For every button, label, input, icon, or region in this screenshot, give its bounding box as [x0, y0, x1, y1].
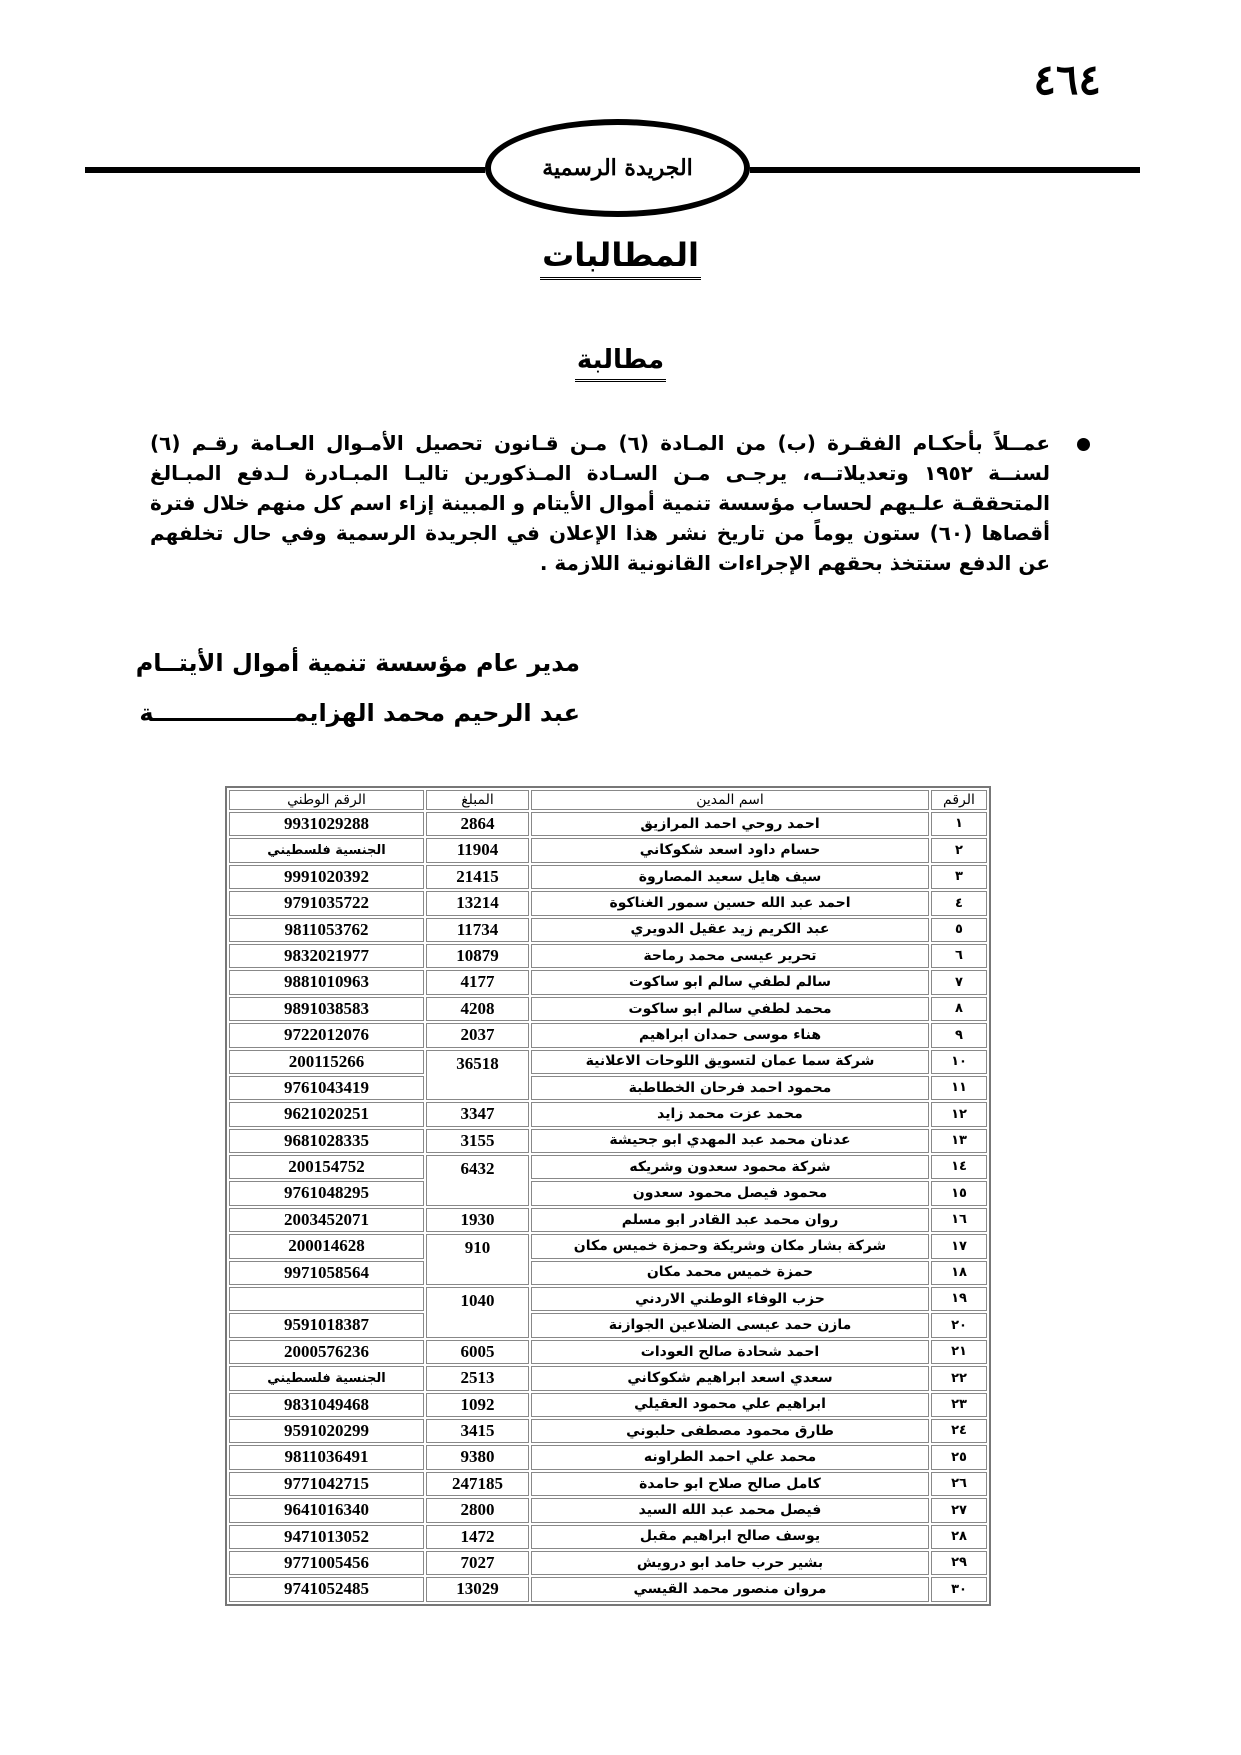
row-index: ٢٠	[931, 1313, 987, 1337]
header-amount: المبلغ	[426, 790, 529, 810]
debtor-name: مروان منصور محمد القيسي	[531, 1577, 929, 1601]
amount: 6432	[426, 1155, 529, 1206]
row-index: ٢٣	[931, 1393, 987, 1417]
table-row	[229, 1076, 987, 1100]
bullet-icon	[1077, 438, 1090, 451]
debtor-name: فيصل محمد عبد الله السيد	[531, 1498, 929, 1522]
table-row	[229, 1129, 987, 1153]
amount: 3155	[426, 1129, 529, 1153]
national-id: 9832021977	[229, 944, 424, 968]
header-debtor-name: اسم المدين	[531, 790, 929, 810]
table-row	[229, 812, 987, 836]
table-row	[229, 997, 987, 1021]
table-row	[229, 1261, 987, 1285]
table-row	[229, 1181, 987, 1205]
national-id: 9991020392	[229, 865, 424, 889]
header-rule-right	[750, 167, 1140, 173]
table-row	[229, 838, 987, 862]
national-id: 9791035722	[229, 891, 424, 915]
row-index: ٩	[931, 1023, 987, 1047]
amount: 2800	[426, 1498, 529, 1522]
amount: 247185	[426, 1472, 529, 1496]
claims-table-body	[229, 812, 987, 1602]
amount: 1040	[426, 1287, 529, 1338]
row-index: ١٩	[931, 1287, 987, 1311]
table-row	[229, 1551, 987, 1575]
table-row	[229, 1472, 987, 1496]
debtor-name: شركة سما عمان لتسويق اللوحات الاعلانية	[531, 1050, 929, 1074]
row-index: ٢١	[931, 1340, 987, 1364]
notice-text: عمــلاً بأحكـام الفقـرة (ب) من المـادة (٦) مـن قـانون تحصيل الأمـوال العـامة رقـم (٦) لسنــة ١٩٥٢ وتعديلاتــه، يرجـى مـن السـادة المـذكورين تاليـا المبـادرة لـدفع المبـالغ المتحققـة علـيهم لحساب مؤسسة تنمية أموال الأيتام و المبينة إزاء اسم كل منهم خلال فترة أقصاها (٦٠) ستون يوماً من تاريخ نشر هذا الإعلان في الجريدة الرسمية وفي حال تخلفهم عن الدفع ستتخذ بحقهم الإجراءات القانونية اللازمة .	[150, 431, 1050, 575]
section-title: المطالبات	[540, 238, 701, 280]
table-row	[229, 1340, 987, 1364]
row-index: ١٦	[931, 1208, 987, 1232]
row-index: ١٥	[931, 1181, 987, 1205]
debtor-name: شركة محمود سعدون وشريكه	[531, 1155, 929, 1179]
table-row	[229, 1050, 987, 1074]
debtor-name: شركة بشار مكان وشريكة وحمزة خميس مكان	[531, 1234, 929, 1258]
row-index: ٢٢	[931, 1366, 987, 1390]
table-row	[229, 1498, 987, 1522]
table-row	[229, 891, 987, 915]
debtor-name: كامل صالح صلاح ابو حامدة	[531, 1472, 929, 1496]
debtor-name: سعدي اسعد ابراهيم شكوكاني	[531, 1366, 929, 1390]
section-heading	[0, 238, 1241, 280]
national-id: 9591018387	[229, 1313, 424, 1337]
debtor-name: محمود فيصل محمود سعدون	[531, 1181, 929, 1205]
debtor-name: محمود احمد فرحان الخطاطبة	[531, 1076, 929, 1100]
national-id: 2003452071	[229, 1208, 424, 1232]
row-index: ٢	[931, 838, 987, 862]
debtor-name: عدنان محمد عبد المهدي ابو جحيشة	[531, 1129, 929, 1153]
national-id: 200014628	[229, 1234, 424, 1258]
row-index: ١	[931, 812, 987, 836]
national-id: 9811036491	[229, 1445, 424, 1469]
amount: 6005	[426, 1340, 529, 1364]
national-id: 9591020299	[229, 1419, 424, 1443]
debtor-name: احمد عبد الله حسين سمور الغناكوة	[531, 891, 929, 915]
debtor-name: طارق محمود مصطفى حلبوني	[531, 1419, 929, 1443]
amount: 10879	[426, 944, 529, 968]
national-id: 9741052485	[229, 1577, 424, 1601]
table-row	[229, 1287, 987, 1311]
amount: 11904	[426, 838, 529, 862]
amount: 1472	[426, 1525, 529, 1549]
national-id: 9761043419	[229, 1076, 424, 1100]
table-row	[229, 944, 987, 968]
header-rule-left	[85, 167, 485, 173]
debtor-name: روان محمد عبد القادر ابو مسلم	[531, 1208, 929, 1232]
debtor-name: حزب الوفاء الوطني الاردني	[531, 1287, 929, 1311]
amount: 910	[426, 1234, 529, 1285]
debtor-name: بشير حرب حامد ابو درويش	[531, 1551, 929, 1575]
table-row	[229, 918, 987, 942]
debtor-name: محمد عزت محمد زايد	[531, 1102, 929, 1126]
row-index: ٨	[931, 997, 987, 1021]
national-id: 200115266	[229, 1050, 424, 1074]
debtor-name: عبد الكريم زيد عقيل الدويري	[531, 918, 929, 942]
row-index: ١١	[931, 1076, 987, 1100]
table-row	[229, 1313, 987, 1337]
row-index: ٦	[931, 944, 987, 968]
table-row	[229, 1102, 987, 1126]
table-row	[229, 1577, 987, 1601]
table-row	[229, 1445, 987, 1469]
national-id	[229, 1287, 424, 1311]
signature-title: مدير عام مؤسسة تنمية أموال الأيتــام	[135, 649, 580, 677]
table-row	[229, 1023, 987, 1047]
debtor-name: احمد شحادة صالح العودات	[531, 1340, 929, 1364]
table-row	[229, 1393, 987, 1417]
row-index: ٧	[931, 970, 987, 994]
table-row	[229, 1366, 987, 1390]
notice-paragraph	[150, 428, 1050, 618]
debtor-name: تحرير عيسى محمد رماحة	[531, 944, 929, 968]
debtor-name: حمزة خميس محمد مكان	[531, 1261, 929, 1285]
national-id: 9471013052	[229, 1525, 424, 1549]
debtor-name: سيف هايل سعيد المصاروة	[531, 865, 929, 889]
row-index: ٢٩	[931, 1551, 987, 1575]
row-index: ١٠	[931, 1050, 987, 1074]
debtor-name: محمد لطفي سالم ابو ساكوت	[531, 997, 929, 1021]
row-index: ٤	[931, 891, 987, 915]
national-id: 9771042715	[229, 1472, 424, 1496]
notice-heading	[0, 346, 1241, 382]
debtor-name: احمد روحي احمد المرازيق	[531, 812, 929, 836]
amount: 36518	[426, 1050, 529, 1101]
table-row	[229, 1419, 987, 1443]
national-id: 9722012076	[229, 1023, 424, 1047]
table-row	[229, 1234, 987, 1258]
national-id: 9931029288	[229, 812, 424, 836]
amount: 2864	[426, 812, 529, 836]
row-index: ١٧	[931, 1234, 987, 1258]
amount: 7027	[426, 1551, 529, 1575]
table-row	[229, 970, 987, 994]
claims-table	[225, 786, 991, 1606]
national-id: 2000576236	[229, 1340, 424, 1364]
gazette-oval-emblem	[485, 119, 750, 217]
row-index: ١٢	[931, 1102, 987, 1126]
page-number: ٤٦٤	[1033, 55, 1101, 104]
national-id: 9891038583	[229, 997, 424, 1021]
national-id: 9761048295	[229, 1181, 424, 1205]
row-index: ١٨	[931, 1261, 987, 1285]
debtor-name: سالم لطفي سالم ابو ساكوت	[531, 970, 929, 994]
header-national-id: الرقم الوطني	[229, 790, 424, 810]
debtor-name: مازن حمد عيسى الضلاعين الجوازنة	[531, 1313, 929, 1337]
row-index: ٥	[931, 918, 987, 942]
amount: 1092	[426, 1393, 529, 1417]
row-index: ٢٧	[931, 1498, 987, 1522]
national-id: 9811053762	[229, 918, 424, 942]
debtor-name: هناء موسى حمدان ابراهيم	[531, 1023, 929, 1047]
national-id: 9771005456	[229, 1551, 424, 1575]
national-id: الجنسية فلسطيني	[229, 838, 424, 862]
amount: 2037	[426, 1023, 529, 1047]
table-row	[229, 1155, 987, 1179]
amount: 11734	[426, 918, 529, 942]
row-index: ٢٨	[931, 1525, 987, 1549]
amount: 3415	[426, 1419, 529, 1443]
national-id: 9971058564	[229, 1261, 424, 1285]
amount: 4208	[426, 997, 529, 1021]
amount: 2513	[426, 1366, 529, 1390]
table-row	[229, 865, 987, 889]
amount: 1930	[426, 1208, 529, 1232]
signature-name: عبد الرحيم محمد الهزايمـــــــــــــــــة	[139, 699, 580, 727]
national-id: الجنسية فلسطيني	[229, 1366, 424, 1390]
debtor-name: محمد علي احمد الطراونه	[531, 1445, 929, 1469]
row-index: ٢٥	[931, 1445, 987, 1469]
amount: 21415	[426, 865, 529, 889]
table-row	[229, 1208, 987, 1232]
row-index: ١٣	[931, 1129, 987, 1153]
row-index: ٣٠	[931, 1577, 987, 1601]
national-id: 200154752	[229, 1155, 424, 1179]
national-id: 9881010963	[229, 970, 424, 994]
amount: 3347	[426, 1102, 529, 1126]
row-index: ٢٤	[931, 1419, 987, 1443]
national-id: 9621020251	[229, 1102, 424, 1126]
amount: 13214	[426, 891, 529, 915]
debtor-name: يوسف صالح ابراهيم مقبل	[531, 1525, 929, 1549]
debtor-name: حسام داود اسعد شكوكاني	[531, 838, 929, 862]
table-header-row	[229, 790, 987, 810]
amount: 9380	[426, 1445, 529, 1469]
amount: 4177	[426, 970, 529, 994]
row-index: ٢٦	[931, 1472, 987, 1496]
amount: 13029	[426, 1577, 529, 1601]
row-index: ١٤	[931, 1155, 987, 1179]
header-index: الرقم	[931, 790, 987, 810]
national-id: 9641016340	[229, 1498, 424, 1522]
table-row	[229, 1525, 987, 1549]
national-id: 9681028335	[229, 1129, 424, 1153]
row-index: ٣	[931, 865, 987, 889]
debtor-name: ابراهيم علي محمود العقيلي	[531, 1393, 929, 1417]
notice-title: مطالبة	[575, 346, 666, 382]
gazette-label: الجريدة الرسمية	[542, 155, 693, 181]
national-id: 9831049468	[229, 1393, 424, 1417]
